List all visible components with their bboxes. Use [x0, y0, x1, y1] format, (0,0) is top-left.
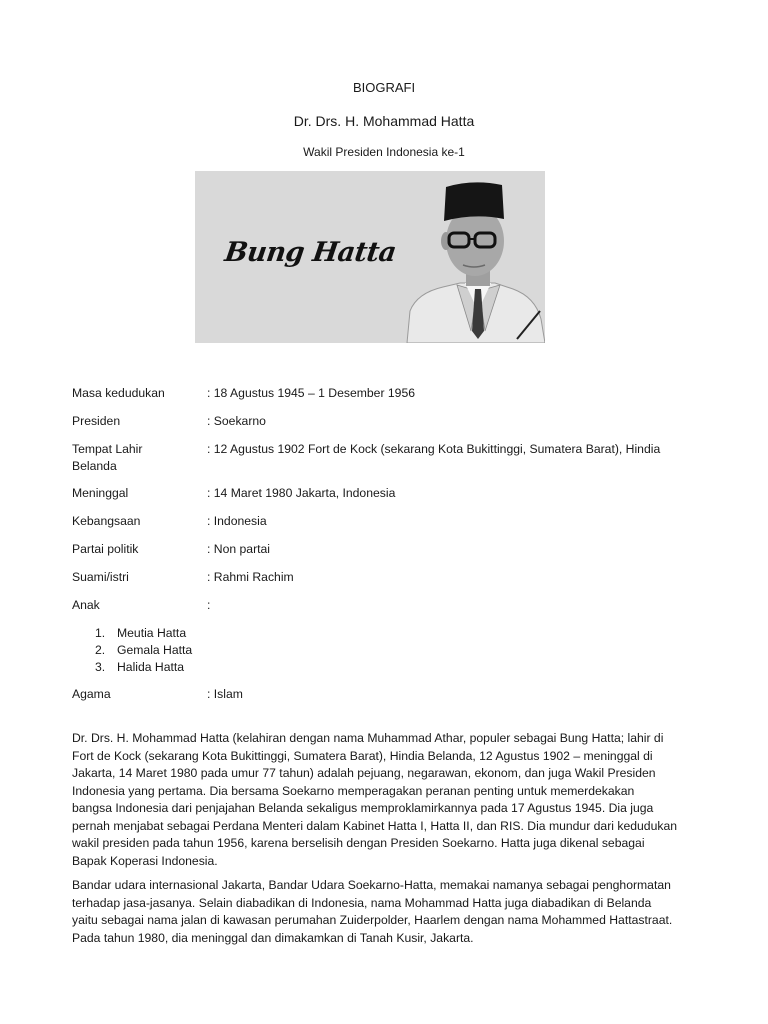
info-value-continuation: Belanda	[72, 459, 117, 473]
list-item	[95, 626, 186, 640]
paragraph-line: wakil presiden pada tahun 1956, karena berselisih dengan Presiden Soekarno. Hatta juga dikenal sebagai	[72, 836, 645, 850]
info-value: : 14 Maret 1980 Jakarta, Indonesia	[207, 486, 396, 500]
photo-caption: Bung Hatta	[222, 237, 398, 268]
paragraph-line: Pada tahun 1980, dia meninggal dan dimakamkan di Tanah Kusir, Jakarta.	[72, 930, 474, 945]
paragraph-line: Bapak Koperasi Indonesia.	[72, 853, 218, 868]
list-number: 3.	[95, 660, 106, 674]
info-value: : 12 Agustus 1902 Fort de Kock (sekarang Kota Bukittinggi, Sumatera Barat), Hindia	[207, 442, 661, 456]
info-label: Anak	[72, 598, 100, 612]
paragraph-line: Fort de Kock (sekarang Kota Bukittinggi, Sumatera Barat), Hindia Belanda, 12 Agustus 1902 – meninggal di	[72, 748, 653, 763]
child-name: Gemala Hatta	[117, 643, 193, 657]
info-value: :	[207, 598, 211, 612]
list-item	[95, 643, 192, 657]
list-number: 1.	[95, 626, 106, 640]
info-value: : Non partai	[207, 542, 271, 556]
info-label: Masa kedudukan	[72, 386, 165, 400]
paragraph-line: Dr. Drs. H. Mohammad Hatta (kelahiran dengan nama Muhammad Athar, populer sebagai Bung Hatta; lahir di	[72, 731, 664, 745]
person-subtitle: Wakil Presiden Indonesia ke-1	[303, 145, 465, 159]
info-label: Agama	[72, 687, 111, 701]
info-value: : Soekarno	[207, 414, 266, 428]
child-name: Meutia Hatta	[117, 626, 187, 640]
paragraph-line: bangsa Indonesia dari penjajahan Belanda sekaligus memproklamirkannya pada 17 Agustus 1945. Dia juga	[72, 801, 654, 815]
info-value: : 18 Agustus 1945 – 1 Desember 1956	[207, 386, 416, 400]
child-name: Halida Hatta	[117, 660, 185, 674]
info-label: Suami/istri	[72, 570, 129, 584]
portrait-photo	[195, 171, 545, 343]
info-value: : Rahmi Rachim	[207, 570, 294, 584]
paragraph-line: terhadap jasa-jasanya. Selain diabadikan di Indonesia, nama Mohammad Hatta juga diabadikan di Belanda	[72, 895, 652, 910]
info-value: : Islam	[207, 687, 243, 701]
info-label: Meninggal	[72, 486, 129, 500]
list-number: 2.	[95, 643, 106, 657]
person-name-heading: Dr. Drs. H. Mohammad Hatta	[293, 113, 475, 129]
paragraph-line: yaitu sebagai nama jalan di kawasan perumahan Zuiderpolder, Haarlem dengan nama Mohammed Hattastraat.	[72, 913, 673, 927]
info-label: Tempat Lahir	[72, 442, 143, 456]
info-label: Kebangsaan	[72, 514, 141, 528]
paragraph-line: Bandar udara internasional Jakarta, Bandar Udara Soekarno-Hatta, memakai namanya sebagai penghormatan	[72, 878, 671, 892]
info-value: : Indonesia	[207, 514, 267, 528]
list-item	[95, 660, 184, 674]
paragraph-line: pernah menjabat sebagai Perdana Menteri dalam Kabinet Hatta I, Hatta II, dan RIS. Dia mundur dari kedudukan	[72, 818, 677, 833]
paragraph-line: Jakarta, 14 Maret 1980 pada umur 77 tahun) adalah pejuang, negarawan, ekonom, dan juga Wakil Presiden	[72, 766, 656, 780]
info-label: Partai politik	[72, 542, 139, 556]
paragraph-line: Indonesia yang pertama. Dia bersama Soekarno memperagakan peranan penting untuk memerdekakan	[72, 783, 635, 798]
info-label: Presiden	[72, 414, 121, 428]
document-title: BIOGRAFI	[352, 80, 416, 95]
